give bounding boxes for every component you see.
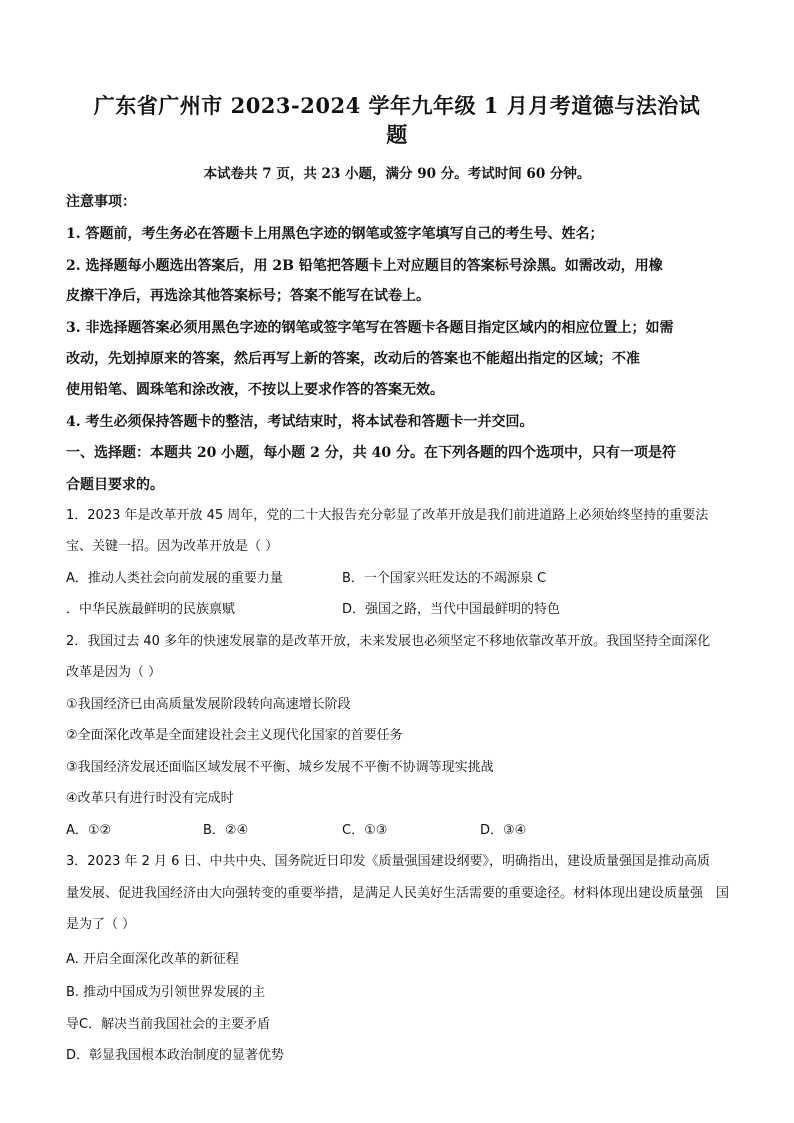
question-1-option-c: ．中华民族最鲜明的民族禀赋	[66, 602, 236, 617]
question-2-stem-cont: 改革是因为（ ）	[66, 665, 162, 680]
question-2-option-b: B．②④	[203, 823, 249, 838]
exam-info: 本试卷共 7 页，共 23 小题，满分 90 分。考试时间 60 分钟。	[203, 166, 591, 182]
question-3-stem: 3．2023 年 2 月 6 日、中共中央、国务院近日印发《质量强国建设纲要》，明确指出，建设质量强国是推动高质	[66, 854, 711, 869]
question-3-option-c: 导C．解决当前我国社会的主要矛盾	[66, 1017, 271, 1032]
question-3-stem-end: 是为了（ ）	[66, 917, 136, 932]
question-2-item: ①我国经济已由高质量发展阶段转向高速增长阶段	[66, 697, 351, 712]
note-line: 3. 非选择题答案必须用黑色字迹的钢笔或签字笔写在答题卡各题目指定区域内的相应位置上；如需	[66, 320, 674, 336]
note-line: 皮擦干净后，再选涂其他答案标号；答案不能写在试卷上。	[66, 288, 430, 304]
question-2-option-a: A．①②	[66, 823, 112, 838]
question-3-stem-cont: 量发展、促进我国经济由大向强转变的重要举措，是满足人民美好生活需要的重要途径。材料体现出建设质量强	[66, 886, 704, 901]
note-line: 2. 选择题每小题选出答案后，用 2B 铅笔把答题卡上对应题目的答案标号涂黑。如需改动，用橡	[66, 258, 663, 274]
exam-title-line2: 题	[386, 122, 408, 147]
notes-heading: 注意事项：	[66, 194, 136, 210]
question-2-option-d: D．③④	[480, 823, 527, 838]
note-line: 使用铅笔、圆珠笔和涂改液，不按以上要求作答的答案无效。	[66, 382, 444, 398]
note-line: 1. 答题前，考生务必在答题卡上用黑色字迹的钢笔或签字笔填写自己的考生号、姓名；	[66, 226, 604, 242]
exam-title-line1: 广东省广州市 2023-2024 学年九年级 1 月月考道德与法治试	[93, 93, 701, 118]
note-line: 改动，先划掉原来的答案，然后再写上新的答案，改动后的答案也不能超出指定的区域；不准	[66, 351, 640, 367]
question-3-option-a: A. 开启全面深化改革的新征程	[66, 952, 239, 967]
question-3-option-d: D．彰显我国根本政治制度的显著优势	[66, 1048, 285, 1063]
question-2-item: ③我国经济发展还面临区域发展不平衡、城乡发展不平衡不协调等现实挑战	[66, 760, 494, 775]
section-heading: 一、选择题：本题共 20 小题，每小题 2 分，共 40 分。在下列各题的四个选项中，只有一项是符	[66, 445, 676, 461]
question-2-item: ④改革只有进行时没有完成时	[66, 791, 234, 806]
note-line: 4. 考生必须保持答题卡的整洁，考试结束时，将本试卷和答题卡一并交回。	[66, 414, 534, 430]
question-1-option-b: B．一个国家兴旺发达的不竭源泉 C	[342, 571, 547, 586]
question-3-stem-char: 国	[716, 886, 730, 901]
question-1-stem-cont: 宝、关键一招。因为改革开放是（ ）	[66, 539, 279, 554]
question-2-item: ②全面深化改革是全面建设社会主义现代化国家的首要任务	[66, 728, 403, 743]
question-1-option-d: D．强国之路，当代中国最鲜明的特色	[342, 602, 561, 617]
question-1-stem: 1．2023 年是改革开放 45 周年，党的二十大报告充分彰显了改革开放是我们前进道路上必须始终坚持的重要法	[66, 508, 709, 523]
question-1-option-a: A．推动人类社会向前发展的重要力量	[66, 571, 283, 586]
section-heading-cont: 合题目要求的。	[66, 477, 164, 493]
question-2-option-c: C．①③	[342, 823, 388, 838]
question-3-option-b: B. 推动中国成为引领世界发展的主	[66, 985, 266, 1000]
question-2-stem: 2．我国过去 40 多年的快速发展靠的是改革开放，未来发展也必须坚定不移地依靠改革开放。我国坚持全面深化	[66, 634, 711, 649]
